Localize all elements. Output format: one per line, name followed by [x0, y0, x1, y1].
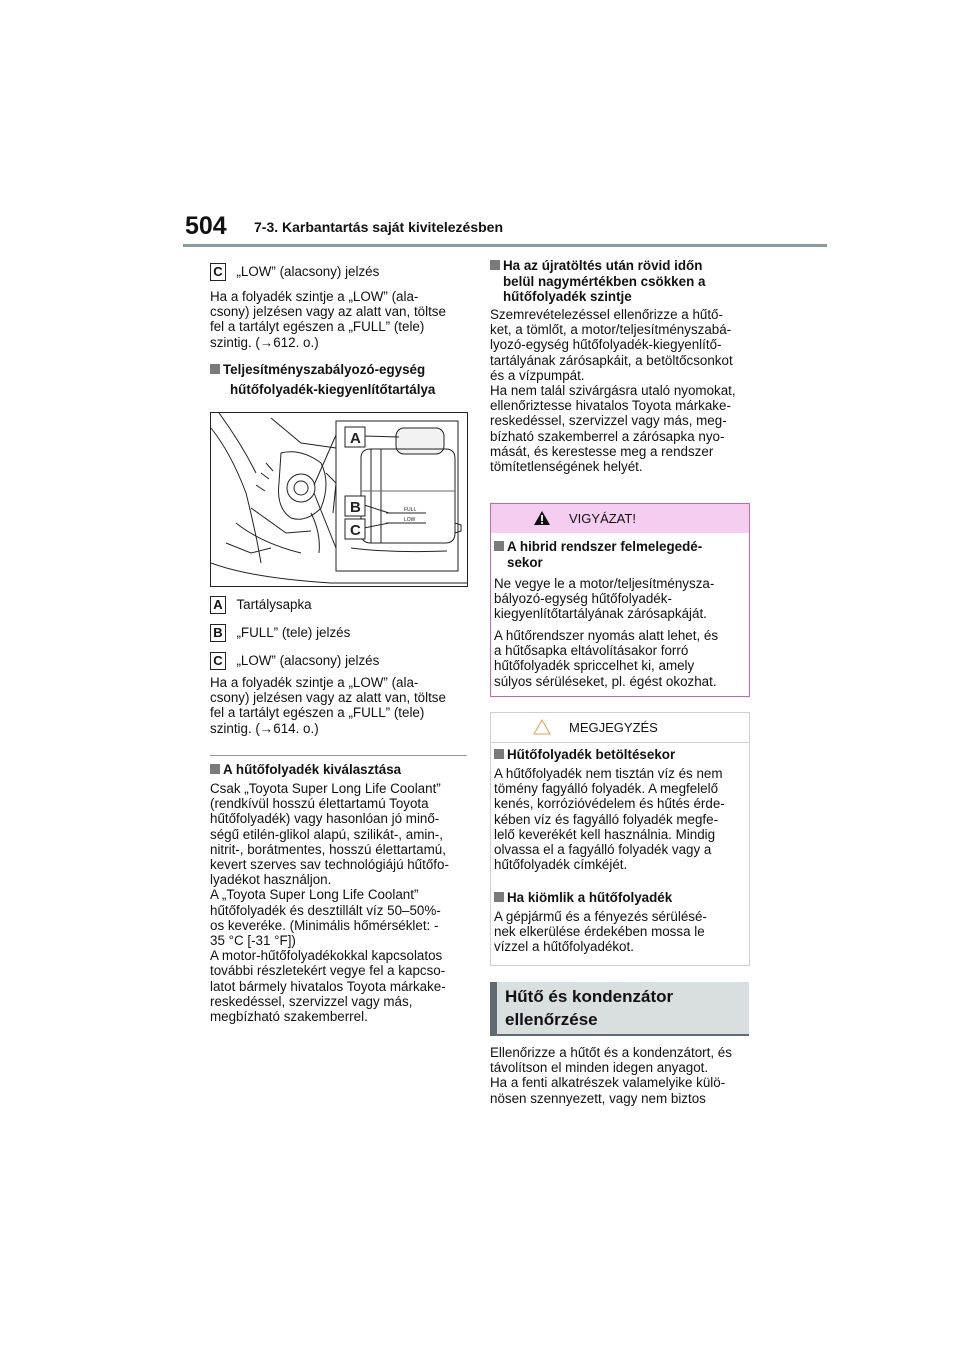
text-line: tömény fagyálló folyadék. A megfelelő: [494, 781, 719, 797]
text-line: Ha a folyadék szintje a „LOW” (ala-: [210, 289, 419, 304]
text-line: lyadékot használjon.: [210, 872, 332, 888]
legend-item-a: [210, 596, 312, 614]
text-line: olvassa el a fagyálló folyadék vagy a: [494, 842, 712, 858]
legend-text: Tartálysapka: [236, 597, 312, 612]
text-line: Szemrevételezéssel ellenőrizze a hűtő-: [490, 307, 723, 322]
subsection-heading: [210, 360, 435, 400]
legend-item-b: [210, 624, 350, 642]
text-line: os keveréke. (Minimális hőmérséklet: -: [210, 917, 439, 933]
text-line: további részletekért vegye fel a kapcso-: [210, 963, 446, 979]
text-line: nitrit-, borátmentes, hosszú élettartamú,: [210, 841, 446, 857]
text-line: ségű etilén-glikol alapú, szilikát-, amin-,: [210, 826, 443, 842]
refill-paragraph: [490, 307, 736, 474]
text-line: ellenőriztesse hivatalos Toyota márkake-: [490, 398, 731, 414]
text-line: reskedéssel, szervizzel vagy más, meg-: [490, 413, 727, 429]
text-line: súlyos sérüléseket, pl. égést okozhat.: [494, 673, 717, 689]
warning-paragraph-1: [494, 576, 714, 622]
legend-text: „LOW” (alacsony) jelzés: [236, 653, 380, 668]
refill-heading: [490, 258, 705, 305]
text-line: A „Toyota Super Long Life Coolant”: [210, 887, 419, 903]
legend-paragraph: [210, 675, 446, 736]
heading-line: Hűtő és kondenzátor: [505, 987, 674, 1006]
text-line: bályozó-egység hűtőfolyadék-: [494, 591, 672, 607]
heading-line: Ha az újratöltés után rövid időn: [503, 258, 703, 273]
square-bullet-icon: [494, 892, 504, 902]
callout-c: C: [350, 522, 361, 539]
text-line: tömítetlenségének helyét.: [490, 459, 643, 475]
warning-paragraph-2: [494, 628, 718, 689]
text-line: 35 °C [-31 °F]): [210, 933, 296, 949]
text-line: Ellenőrizze a hűtőt és a kondenzátort, és: [490, 1045, 732, 1060]
section-heading: [505, 985, 673, 1031]
text-line: A hűtőrendszer nyomás alatt lehet, és: [494, 628, 719, 643]
radiator-paragraph: [490, 1045, 732, 1106]
text-line: és a vízpumpát.: [490, 367, 585, 383]
text-line: távolítson el minden idegen anyagot.: [490, 1060, 709, 1076]
text-line: latot bármely hivatalos Toyota márkake-: [210, 978, 446, 994]
heading-text: Ha kiömlik a hűtőfolyadék: [507, 890, 673, 905]
text-line: kiegyenlítőtartályának zárósapkáját.: [494, 606, 707, 622]
note-paragraph-1: [494, 766, 725, 872]
text-line: kenés, korrózióvédelem és hűtés érde-: [494, 796, 725, 812]
top-legend-item: [210, 263, 379, 281]
text-line: szintig. (→614. o.): [210, 720, 319, 736]
legend-badge-c: C: [210, 263, 226, 281]
text-line: Ha a fenti alkatrészek valamelyike külö-: [490, 1075, 726, 1091]
warning-triangle-icon: [533, 510, 551, 526]
legend-badge-b: B: [210, 624, 226, 642]
callout-b: B: [350, 499, 361, 516]
callout-a: A: [350, 430, 361, 447]
section-title: 7-3. Karbantartás saját kivitelezésben: [254, 219, 504, 235]
heading-line: hűtőfolyadék-kiegyenlítőtartálya: [230, 382, 436, 397]
page-number: 504: [185, 212, 227, 240]
text-line: lelő keverékét kell használnia. Mindig: [494, 826, 716, 842]
text-line: Ne vegye le a motor/teljesítménysza-: [494, 576, 715, 591]
caution-outline-icon: [533, 719, 551, 735]
text-line: reskedéssel, szervizzel vagy más,: [210, 993, 413, 1009]
legend-text: „FULL” (tele) jelzés: [236, 625, 351, 640]
legend-item-c: [210, 652, 379, 670]
note-paragraph-2: [494, 909, 707, 955]
text-line: nösen szennyezett, vagy nem biztos: [490, 1090, 706, 1106]
warning-header: [491, 504, 749, 533]
coolant-heading: [210, 762, 401, 778]
square-bullet-icon: [210, 364, 220, 374]
square-bullet-icon: [210, 764, 220, 774]
text-line: nek elkerülése érdekében mossa le: [494, 924, 705, 940]
heading-text: A hűtőfolyadék kiválasztása: [223, 762, 402, 777]
note-header: [491, 713, 749, 743]
heading-line: sekor: [507, 554, 543, 570]
warning-box: [490, 503, 750, 697]
square-bullet-icon: [494, 749, 504, 759]
text-line: fel a tartályt egészen a „FULL” (tele): [210, 319, 425, 335]
text-line: lyozó-egység hűtőfolyadék-kiegyenlítő-: [490, 337, 722, 353]
text-line: A motor-hűtőfolyadékokkal kapcsolatos: [210, 948, 443, 964]
note-box: [490, 712, 750, 966]
square-bullet-icon: [494, 541, 504, 551]
section-heading-underline: [490, 1034, 749, 1036]
text-line: tartályának zárósapkáit, a betöltőcsonkot: [490, 352, 733, 368]
text-line: fel a tartályt egészen a „FULL” (tele): [210, 705, 425, 721]
note-heading-2: [494, 890, 672, 906]
heading-line: A hibrid rendszer felmelegedé-: [507, 539, 703, 554]
text-line: csony) jelzésen vagy az alatt van, töltse: [210, 304, 446, 320]
legend-text: „LOW” (alacsony) jelzés: [236, 264, 380, 279]
text-line: ket, a tömlőt, a motor/teljesítményszabá-: [490, 322, 732, 338]
text-line: szintig. (→612. o.): [210, 334, 319, 350]
square-bullet-icon: [490, 260, 500, 270]
header-rule: [183, 244, 827, 247]
heading-line: belül nagymértékben csökken a: [503, 273, 706, 289]
heading-text: Hűtőfolyadék betöltésekor: [507, 747, 676, 762]
engine-bay-illustration: [211, 413, 467, 586]
legend-badge-c: C: [210, 652, 226, 670]
text-line: csony) jelzésen vagy az alatt van, töltse: [210, 690, 446, 706]
text-line: bízható szakemberrel a zárósapka nyo-: [490, 428, 725, 444]
note-heading-1: [494, 747, 675, 763]
legend-badge-a: A: [210, 596, 226, 614]
text-line: A gépjármű és a fényezés sérülésé-: [494, 909, 707, 924]
text-line: mását, és kerestesse meg a rendszer: [490, 443, 714, 459]
text-line: a hűtősapka eltávolításakor forró: [494, 643, 689, 659]
low-mark-label: LOW: [404, 517, 416, 523]
top-paragraph: [210, 289, 446, 350]
text-line: kében víz és fagyálló folyadék megfe-: [494, 811, 719, 827]
text-line: vízzel a hűtőfolyadékot.: [494, 939, 634, 955]
note-title: MEGJEGYZÉS: [569, 720, 658, 735]
text-line: hűtőfolyadék) vagy hasonlóan jó minő-: [210, 811, 440, 827]
text-line: A hűtőfolyadék nem tisztán víz és nem: [494, 766, 723, 781]
text-line: Ha a folyadék szintje a „LOW” (ala-: [210, 675, 419, 690]
section-heading-bar: [490, 982, 497, 1034]
warning-title: VIGYÁZAT!: [569, 511, 636, 526]
full-mark-label: FULL: [404, 507, 417, 513]
text-line: hűtőfolyadék címkéjét.: [494, 857, 628, 873]
text-line: Ha nem talál szivárgásra utaló nyomokat,: [490, 383, 736, 399]
coolant-paragraph: [210, 781, 449, 1024]
text-line: megbízható szakemberrel.: [210, 1009, 368, 1025]
section-divider: [210, 755, 467, 756]
text-line: hűtőfolyadék spriccelhet ki, amely: [494, 658, 695, 674]
text-line: kevert szerves sav technológiájú hűtőfo-: [210, 857, 449, 873]
heading-line: ellenőrzése: [505, 1010, 598, 1029]
text-line: Csak „Toyota Super Long Life Coolant”: [210, 781, 441, 796]
warning-heading: [494, 539, 702, 570]
heading-line: hűtőfolyadék szintje: [503, 289, 632, 304]
text-line: hűtőfolyadék és desztillált víz 50–50%-: [210, 902, 441, 918]
reservoir-figure: [210, 412, 468, 587]
heading-line: Teljesítményszabályozó-egység: [223, 362, 426, 377]
text-line: (rendkívül hosszú élettartamú Toyota: [210, 796, 429, 812]
